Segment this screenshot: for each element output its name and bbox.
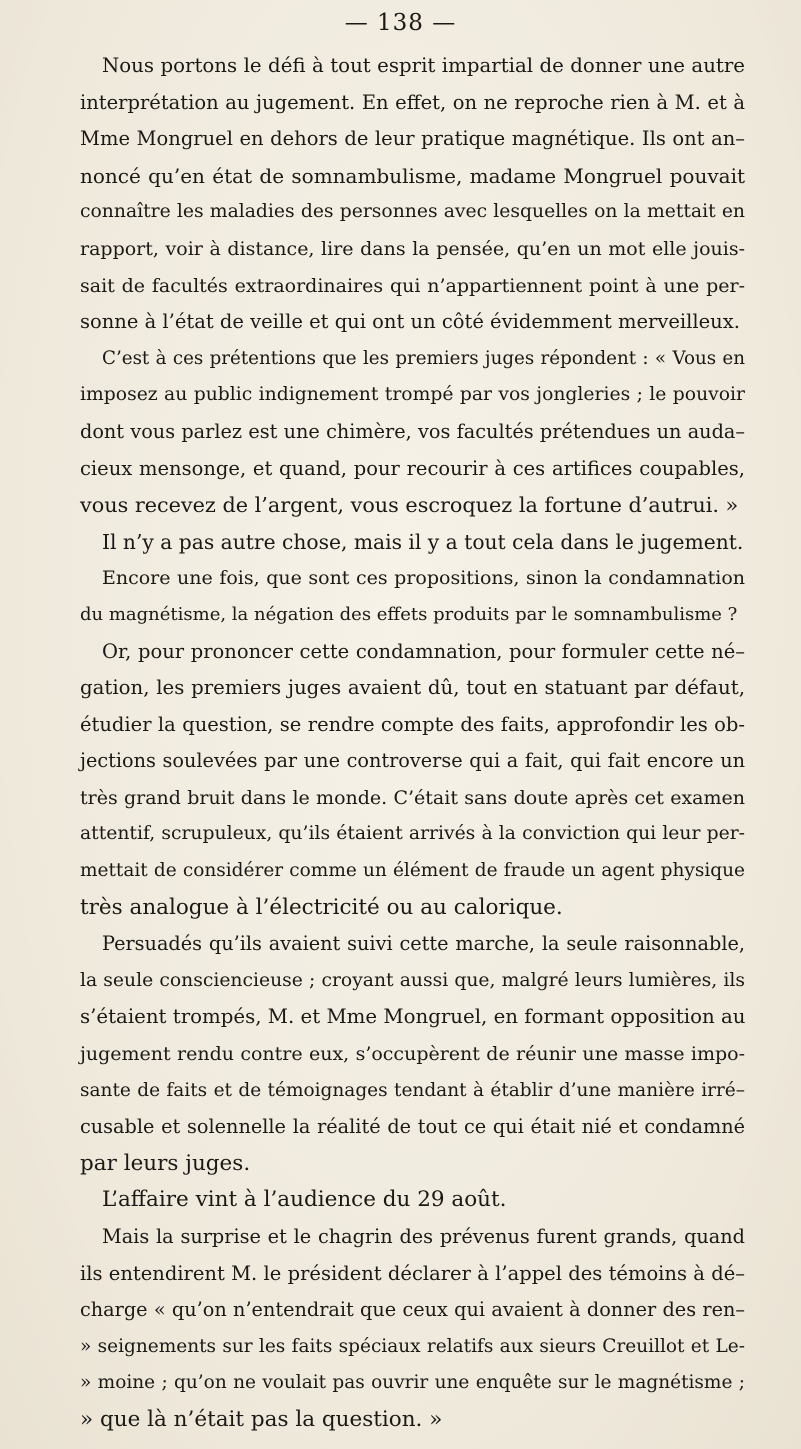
text-line: Encore une fois, que sont ces propositions, sinon la condamnation xyxy=(102,567,745,590)
text-line: » que là n’était pas la question. » xyxy=(80,1406,443,1432)
text-line: très grand bruit dans le monde. C’était sans doute après cet examen xyxy=(80,786,745,809)
text-line: du magnétisme, la négation des effets produits par le somnambulisme ? xyxy=(80,603,738,625)
text-line: très analogue à l’électricité ou au calorique. xyxy=(80,894,563,920)
text-line: s’étaient trompés, M. et Mme Mongruel, en formant opposition au xyxy=(80,1005,746,1029)
text-line: par leurs juges. xyxy=(80,1150,251,1176)
text-line: ils entendirent M. le président déclarer à l’appel des témoins à dé– xyxy=(80,1261,745,1285)
text-line: mettait de considérer comme un élément de fraude un agent physique xyxy=(80,860,745,882)
text-line: L’affaire vint à l’audience du 29 août. xyxy=(102,1187,507,1213)
text-line: sante de faits et de témoignages tendant à établir d’une manière irré– xyxy=(80,1079,745,1101)
text-line: Mme Mongruel en dehors de leur pratique magnétique. Ils ont an– xyxy=(80,127,745,151)
text-line: gation, les premiers juges avaient dû, tout en statuant par défaut, xyxy=(80,676,745,700)
text-line: interprétation au jugement. En effet, on ne reproche rien à M. et à xyxy=(80,90,745,114)
text-line: imposez au public indignement trompé par vos jongleries ; le pouvoir xyxy=(80,384,745,406)
text-line: rapport, voir à distance, lire dans la pensée, qu’en un mot elle jouis- xyxy=(80,237,745,260)
text-line: jugement rendu contre eux, s’occupèrent de réunir une masse impo- xyxy=(80,1043,745,1066)
text-line: cusable et solennelle la réalité de tout ce qui était nié et condamné xyxy=(80,1115,745,1139)
text-line: jections soulevées par une controverse qui a fait, qui fait encore un xyxy=(80,749,745,773)
text-line: Il n’y a pas autre chose, mais il y a tout cela dans le jugement. xyxy=(102,529,744,554)
text-line: » moine ; qu’on ne voulait pas ouvrir une enquête sur le magnétisme ; xyxy=(80,1372,745,1394)
text-line: Persuadés qu’ils avaient suivi cette marche, la seule raisonnable, xyxy=(102,932,745,956)
text-line: cieux mensonge, et quand, pour recourir à ces artifices coupables, xyxy=(80,456,745,480)
text-line: connaître les maladies des personnes avec lesquelles on la mettait en xyxy=(80,201,745,223)
text-line: Nous portons le défi à tout esprit impartial de donner une autre xyxy=(102,54,745,77)
body-text xyxy=(80,48,745,1439)
text-line: C’est à ces prétentions que les premiers juges répondent : « Vous en xyxy=(102,347,745,369)
text-line: Mais la surprise et le chagrin des prévenus furent grands, quand xyxy=(102,1225,745,1248)
text-line: dont vous parlez est une chimère, vos facultés prétendues un auda– xyxy=(80,419,745,443)
text-line: attentif, scrupuleux, qu’ils étaient arrivés à la conviction qui leur per- xyxy=(80,823,745,845)
text-line: » seignements sur les faits spéciaux relatifs aux sieurs Creuillot et Le- xyxy=(80,1335,745,1357)
text-line: charge « qu’on n’entendrait que ceux qui avaient à donner des ren– xyxy=(80,1298,745,1322)
text-line: Or, pour prononcer cette condamnation, pour formuler cette né– xyxy=(102,639,745,663)
page-number: — 138 — xyxy=(344,10,457,36)
text-line: sait de facultés extraordinaires qui n’appartiennent point à une per- xyxy=(80,274,745,297)
text-line: étudier la question, se rendre compte des faits, approfondir les ob- xyxy=(80,712,745,736)
text-line: la seule consciencieuse ; croyant aussi que, malgré leurs lumières, ils xyxy=(80,969,745,991)
text-line: vous recevez de l’argent, vous escroquez la fortune d’autrui. » xyxy=(80,493,739,518)
text-line: noncé qu’en état de somnambulisme, madame Mongruel pouvait xyxy=(80,163,745,188)
text-line: sonne à l’état de veille et qui ont un côté évidemment merveilleux. xyxy=(80,310,740,334)
